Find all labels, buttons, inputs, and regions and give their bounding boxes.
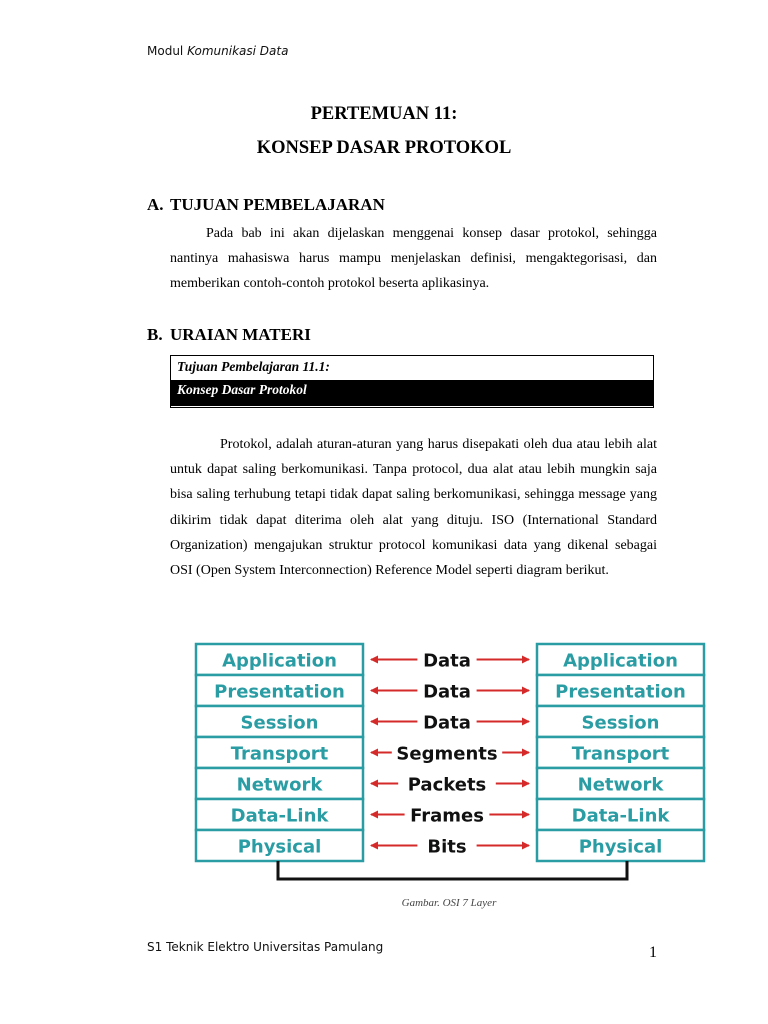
physical-link-bracket — [278, 861, 627, 879]
pdu-label-1: Data — [423, 650, 471, 672]
right-layer-label-physical: Physical — [578, 836, 663, 858]
left-layer-label-physical: Physical — [237, 836, 322, 858]
pdu-label-5: Packets — [407, 774, 487, 796]
right-layer-label-network: Network — [577, 774, 664, 796]
pdu-label-2: Data — [423, 681, 471, 703]
learning-objective-title: Konsep Dasar Protokol — [171, 380, 653, 406]
osi-7-layer-diagram — [190, 635, 710, 890]
left-layer-label-network: Network — [236, 774, 323, 796]
figure-caption: Gambar. OSI 7 Layer — [401, 897, 497, 909]
section-a-letter: A. — [147, 195, 164, 214]
right-layer-label-data-link: Data-Link — [571, 805, 670, 827]
header-prefix: Modul — [147, 44, 188, 58]
right-layer-label-session: Session — [581, 712, 660, 734]
footer-text: S1 Teknik Elektro Universitas Pamulang — [147, 940, 384, 954]
learning-objective-box — [170, 355, 654, 408]
pdu-label-4: Segments — [396, 743, 498, 765]
right-layer-label-presentation: Presentation — [555, 681, 686, 703]
header-course: Komunikasi Data — [187, 44, 289, 58]
section-b-heading — [147, 325, 311, 345]
left-layer-label-transport: Transport — [230, 743, 329, 765]
pdu-label-7: Bits — [427, 836, 467, 858]
right-layer-label-application: Application — [563, 650, 678, 672]
running-header — [147, 44, 288, 58]
left-layer-label-presentation: Presentation — [214, 681, 345, 703]
left-layer-label-data-link: Data-Link — [230, 805, 329, 827]
section-b-letter: B. — [147, 325, 163, 344]
section-a-paragraph — [170, 221, 657, 297]
right-layer-label-transport: Transport — [571, 743, 670, 765]
learning-objective-label: Tujuan Pembelajaran 11.1: — [177, 359, 330, 374]
left-layer-label-session: Session — [240, 712, 319, 734]
left-layer-label-application: Application — [222, 650, 337, 672]
page-number: 1 — [649, 944, 657, 961]
chapter-number: PERTEMUAN 11: — [310, 104, 458, 124]
section-b-title: URAIAN MATERI — [170, 325, 311, 344]
section-a-heading — [147, 195, 385, 215]
section-b-text: Protokol, adalah aturan-aturan yang harus disepakati oleh dua atau lebih alat untuk dapat saling berkomunikasi. Tanpa protocol, dua alat atau lebih mungkin saja bisa saling terhubung tetapi tidak dapat saling berkomunikasi, sehingga message yang dikirim tidak dapat diterima oleh alat yang dituju. ISO (International Standard Organization) mengajukan struktur protocol komunikasi data yang dikenal sebagai OSI (Open System Interconnection) Reference Model seperti diagram berikut. — [170, 437, 657, 579]
chapter-title: KONSEP DASAR PROTOKOL — [256, 138, 512, 158]
section-b-paragraph — [170, 432, 657, 583]
pdu-label-3: Data — [423, 712, 471, 734]
section-a-title: TUJUAN PEMBELAJARAN — [170, 195, 385, 214]
pdu-label-6: Frames — [410, 805, 484, 827]
section-a-text: Pada bab ini akan dijelaskan menggenai konsep dasar protokol, sehingga nantinya mahasiswa harus mampu menjelaskan definisi, mengaktegorisasi, dan memberikan contoh-contoh protokol beserta aplikasinya. — [170, 226, 657, 292]
